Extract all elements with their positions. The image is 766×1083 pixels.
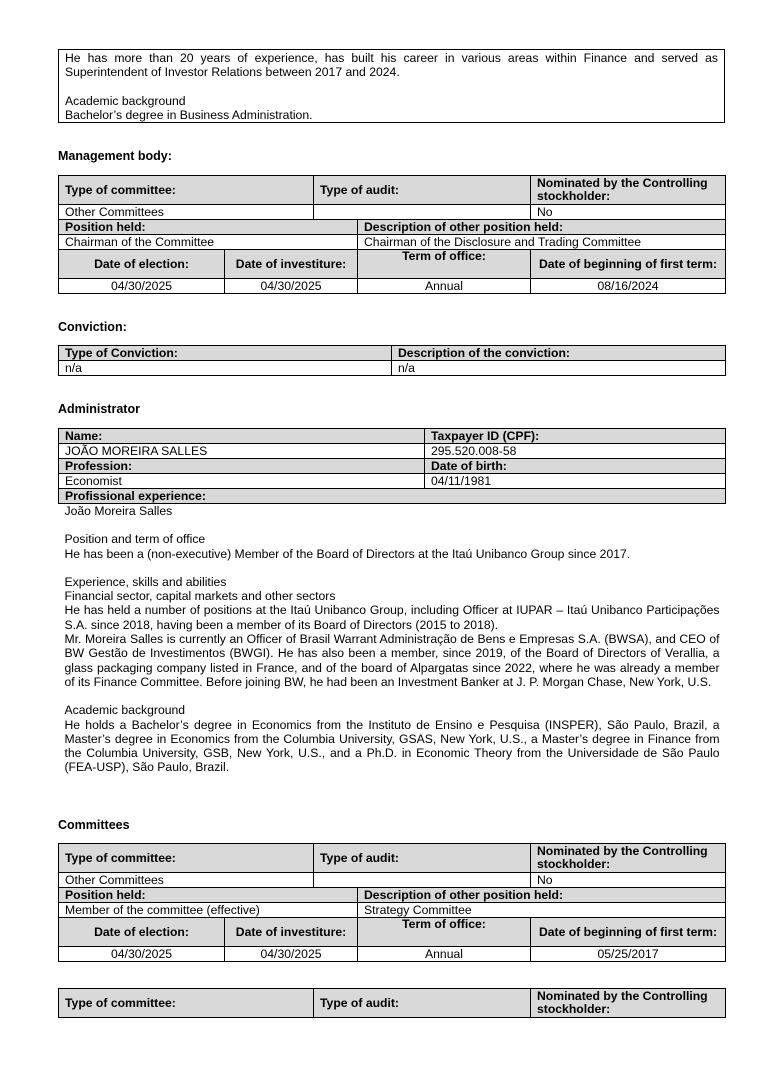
election-date-value: 04/30/2025: [59, 279, 225, 294]
label-term-of-office: Term of office:: [358, 250, 531, 279]
label-professional-experience: Profissional experience:: [59, 489, 726, 504]
label-type-of-committee: Type of committee:: [59, 176, 314, 205]
election-date-value: 04/30/2025: [59, 947, 225, 962]
label-date-of-investiture: Date of investiture:: [225, 250, 358, 279]
label-description-of-conviction: Description of the conviction:: [392, 346, 726, 361]
audit-value: [314, 873, 531, 888]
experience-name: João Moreira Salles: [64, 504, 173, 518]
academic-text: He holds a Bachelor’s degree in Economics from the Instituto de Ensino e Pesquisa (INSPER), São Paulo, Brazil, a Master’s degree in Economics from the Columbia University, GSAS, New York, U.S., a Master’s degree in Finance from the Columbia University, GSB, New York, U.S., and a Ph.D. in Economic Theory from the Universidade de São Paulo (FEA-USP), São Paulo, Brazil.: [64, 717, 720, 775]
conviction-table: [58, 345, 726, 376]
committee-value: Other Committees: [59, 205, 314, 220]
nominated-value: No: [531, 205, 726, 220]
label-nominated: Nominated by the Controlling stockholder:: [531, 176, 726, 205]
label-date-of-election: Date of election:: [59, 250, 225, 279]
academic-heading: Academic background: [64, 703, 186, 718]
conviction-title: Conviction:: [58, 320, 127, 334]
label-date-first-term: Date of beginning of first term:: [531, 250, 726, 279]
intro-paragraph: He has more than 20 years of experience, has built his career in various areas within Finance and served as Superintendent of Investor Relations between 2017 and 2024.: [65, 51, 718, 80]
intro-text-box: [58, 49, 725, 123]
next-committee-table-header: [58, 988, 726, 1018]
conviction-type-value: n/a: [59, 361, 392, 376]
position-value: Chairman of the Committee: [59, 235, 358, 250]
skills-paragraph-1: He has held a number of positions at the Itaú Unibanco Group, including Officer at IUPAR – Itaú Unibanco Participações S.A. since 2018, having been a member of its Board of Directors (2015 to 2018).: [64, 603, 720, 632]
conviction-description-value: n/a: [392, 361, 726, 376]
administrator-title: Administrator: [58, 402, 140, 416]
label-date-of-birth: Date of birth:: [425, 459, 726, 474]
label-description-other-position: Description of other position held:: [358, 888, 726, 903]
label-term-of-office: Term of office:: [358, 918, 531, 947]
intro-academic-text: Bachelor’s degree in Business Administration.: [65, 107, 313, 122]
first-term-date-value: 08/16/2024: [531, 279, 726, 294]
label-profession: Profession:: [59, 459, 425, 474]
skills-paragraph-2: Mr. Moreira Salles is currently an Officer of Brasil Warrant Administração de Bens e Empresas S.A. (BWSA), and CEO of BW Gestão de Investimentos (BWGI). He has also been a member, since 2019, of the Board of Directors of Verallia, a glass packaging company listed in France, and of the board of Alpargatas since 2022, where he was already a member of its Finance Committee. Before joining BW, he had been an Investment Banker at J. P. Morgan Chase, New York, U.S.: [64, 632, 720, 689]
label-date-of-election: Date of election:: [59, 918, 225, 947]
label-position-held: Position held:: [59, 220, 358, 235]
label-nominated: Nominated by the Controlling stockholder:: [531, 989, 726, 1018]
administrator-table: [58, 428, 726, 791]
label-date-of-investiture: Date of investiture:: [225, 918, 358, 947]
investiture-date-value: 04/30/2025: [225, 947, 358, 962]
audit-value: [314, 205, 531, 220]
description-value: Strategy Committee: [358, 903, 726, 918]
label-description-other-position: Description of other position held:: [358, 220, 726, 235]
position-text: He has been a (non-executive) Member of the Board of Directors at the Itaú Unibanco Group since 2017.: [64, 546, 631, 561]
label-position-held: Position held:: [59, 888, 358, 903]
label-date-first-term: Date of beginning of first term:: [531, 918, 726, 947]
management-body-title: Management body:: [58, 149, 172, 163]
label-type-of-audit: Type of audit:: [314, 844, 531, 873]
committees-table: [58, 843, 726, 962]
label-type-of-audit: Type of audit:: [314, 176, 531, 205]
committees-title: Committees: [58, 818, 130, 832]
professional-experience-cell: [59, 504, 726, 791]
first-term-date-value: 05/25/2017: [531, 947, 726, 962]
label-nominated: Nominated by the Controlling stockholder:: [531, 844, 726, 873]
label-type-of-conviction: Type of Conviction:: [59, 346, 392, 361]
label-name: Name:: [59, 429, 425, 444]
label-type-of-committee: Type of committee:: [59, 844, 314, 873]
term-value: Annual: [358, 279, 531, 294]
skills-subheading: Financial sector, capital markets and other sectors: [64, 589, 336, 604]
intro-academic-heading: Academic background: [65, 93, 186, 108]
management-body-table: [58, 175, 726, 294]
term-value: Annual: [358, 947, 531, 962]
nominated-value: No: [531, 873, 726, 888]
name-value: JOÃO MOREIRA SALLES: [59, 444, 425, 459]
description-value: Chairman of the Disclosure and Trading Committee: [358, 235, 726, 250]
investiture-date-value: 04/30/2025: [225, 279, 358, 294]
position-heading: Position and term of office: [64, 532, 206, 547]
taxpayer-id-value: 295.520.008-58: [425, 444, 726, 459]
skills-heading: Experience, skills and abilities: [64, 574, 227, 589]
label-type-of-audit: Type of audit:: [314, 989, 531, 1018]
profession-value: Economist: [59, 474, 425, 489]
position-value: Member of the committee (effective): [59, 903, 358, 918]
label-type-of-committee: Type of committee:: [59, 989, 314, 1018]
committee-value: Other Committees: [59, 873, 314, 888]
date-of-birth-value: 04/11/1981: [425, 474, 726, 489]
label-taxpayer-id: Taxpayer ID (CPF):: [425, 429, 726, 444]
